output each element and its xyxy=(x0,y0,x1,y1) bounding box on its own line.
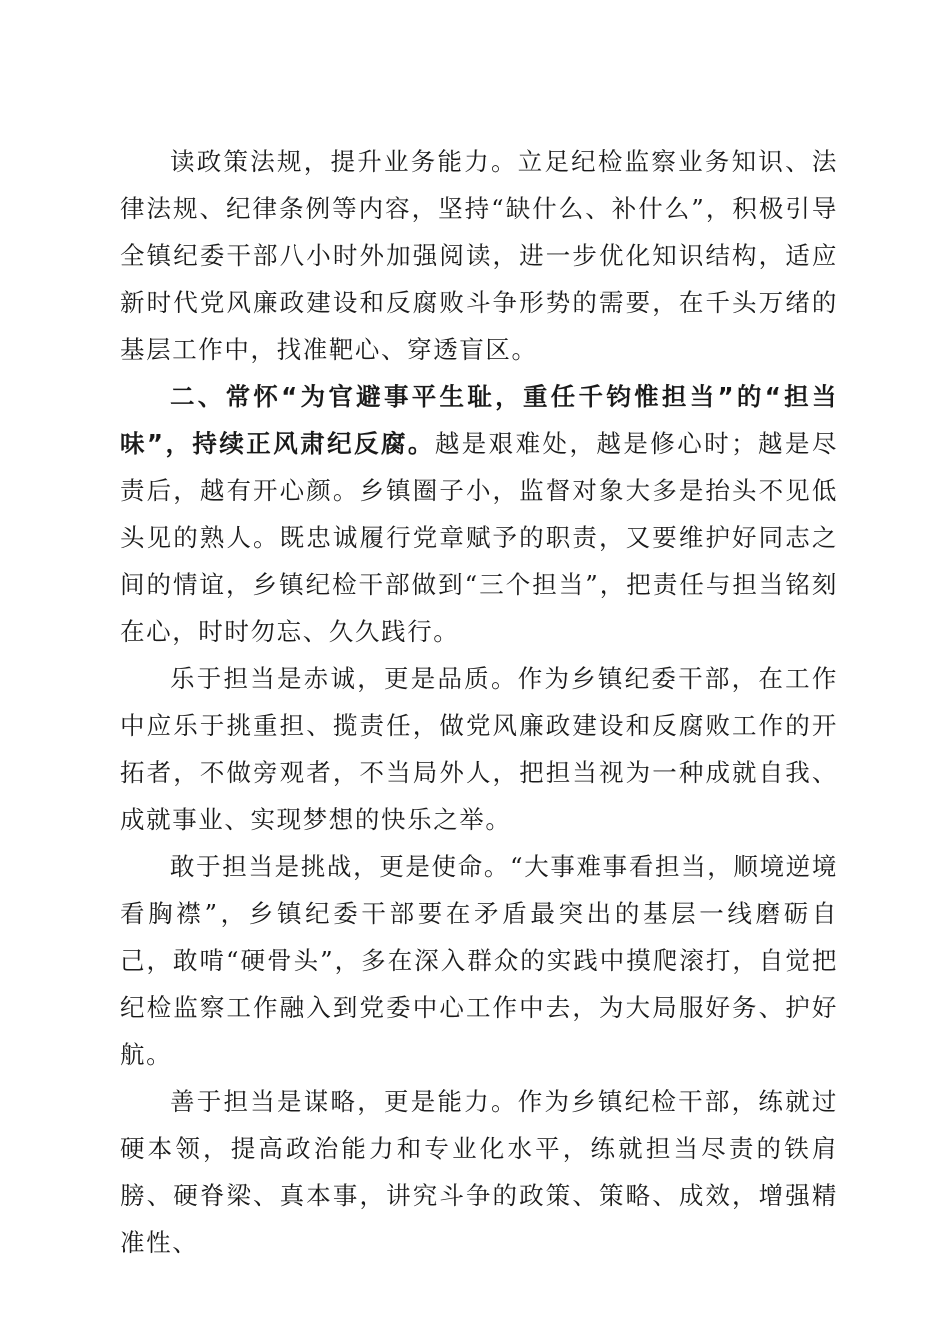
section-heading-2: 二、常怀“为官避事平生耻，重任千钧惟担当”的“担当味”，持续正风肃纪反腐。 xyxy=(120,382,838,458)
paragraph-2-text: 越是艰难处，越是修心时；越是尽责后，越有开心颜。乡镇圈子小，监督对象大多是抬头不见低头见的熟人。既忠诚履行党章赋予的职责，又要维护好同志之间的情谊，乡镇纪检干部做到“三个担当”，把责任与担当铭刻在心，时时勿忘、久久践行。 xyxy=(120,429,838,646)
paragraph-2 xyxy=(120,373,838,655)
paragraph-1-text: 读政策法规，提升业务能力。立足纪检监察业务知识、法律法规、纪律条例等内容，坚持“缺什么、补什么”，积极引导全镇纪委干部八小时外加强阅读，进一步优化知识结构，适应新时代党风廉政建设和反腐败斗争形势的需要，在千头万绪的基层工作中，找准靶心、穿透盲区。 xyxy=(120,147,838,364)
paragraph-1 xyxy=(120,138,838,373)
paragraph-3-text: 乐于担当是赤诚，更是品质。作为乡镇纪委干部，在工作中应乐于挑重担、揽责任，做党风廉政建设和反腐败工作的开拓者，不做旁观者，不当局外人，把担当视为一种成就自我、成就事业、实现梦想的快乐之举。 xyxy=(120,664,838,834)
paragraph-5-text: 善于担当是谋略，更是能力。作为乡镇纪检干部，练就过硬本领，提高政治能力和专业化水平，练就担当尽责的铁肩膀、硬脊梁、真本事，讲究斗争的政策、策略、成效，增强精准性、 xyxy=(120,1087,838,1257)
paragraph-4-text: 敢于担当是挑战，更是使命。“大事难事看担当，顺境逆境看胸襟”，乡镇纪委干部要在矛盾最突出的基层一线磨砺自己，敢啃“硬骨头”，多在深入群众的实践中摸爬滚打，自觉把纪检监察工作融入到党委中心工作中去，为大局服好务、护好航。 xyxy=(120,852,838,1069)
document-page xyxy=(120,138,838,1266)
paragraph-3 xyxy=(120,655,838,843)
paragraph-4 xyxy=(120,843,838,1078)
paragraph-5 xyxy=(120,1078,838,1266)
